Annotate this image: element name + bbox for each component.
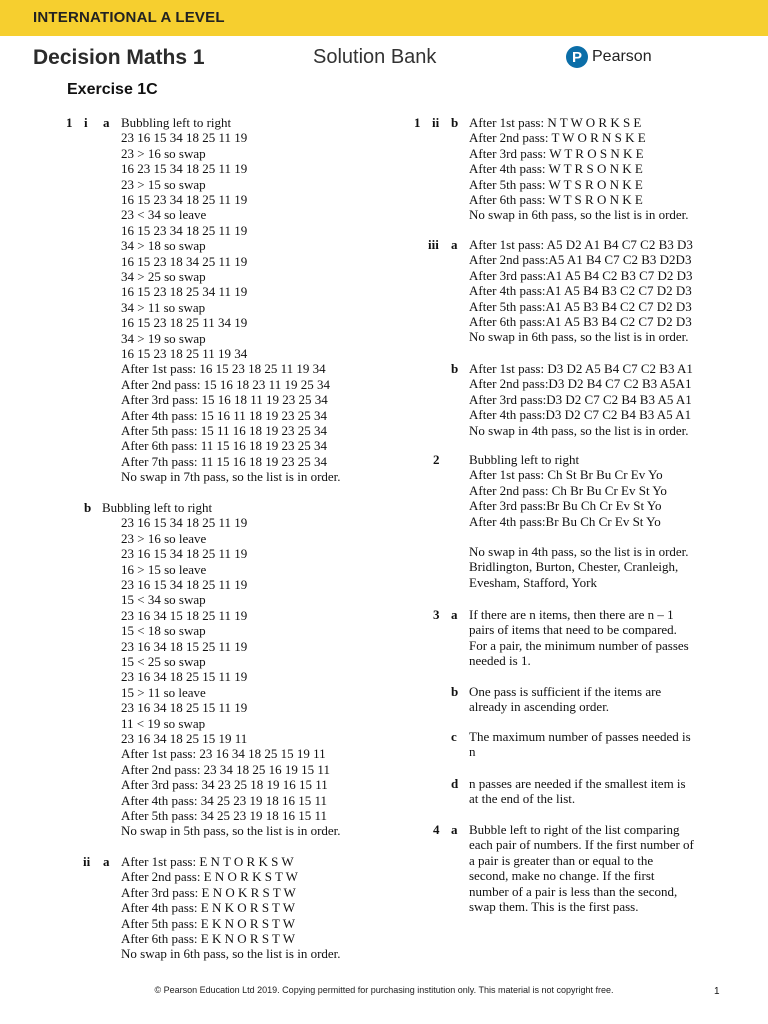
part-letter: b	[451, 115, 459, 130]
answer-line: After 2nd pass: E N O R K S T W	[121, 869, 298, 885]
part-letter: b	[451, 684, 459, 699]
answer-line: 23 16 34 18 15 25 11 19	[121, 638, 248, 654]
answer-line: n	[469, 744, 476, 760]
answer-line: For a pair, the minimum number of passes	[469, 637, 689, 653]
answer-line: After 2nd pass: 23 34 18 25 16 19 15 11	[121, 761, 330, 777]
answer-line: 15 < 18 so swap	[121, 623, 206, 639]
answer-line: After 3rd pass: 34 23 25 18 19 16 15 11	[121, 777, 328, 793]
answer-line: After 3rd pass:A1 A5 B4 C2 B3 C7 D2 D3	[469, 267, 693, 283]
answer-line: 16 > 15 so leave	[121, 561, 207, 577]
answer-line: Bubble left to right of the list comparing	[469, 822, 680, 837]
part-roman: i	[84, 115, 88, 130]
answer-line: 16 15 23 18 25 11 19 34	[121, 346, 248, 361]
answer-line: After 6th pass: W T S R O N K E	[469, 192, 643, 207]
answer-line: After 4th pass: E N K O R S T W	[121, 900, 296, 916]
answer-line: 23 16 15 34 18 25 11 19	[121, 546, 248, 562]
answer-line: 15 < 25 so swap	[121, 654, 206, 669]
answer-line: After 2nd pass: 15 16 18 23 11 19 25 34	[121, 376, 330, 392]
answer-line: If there are n items, then there are n – 1	[469, 607, 674, 622]
answer-line: After 4th pass: W T R S O N K E	[469, 161, 643, 177]
answer-line: After 3rd pass: 15 16 18 11 19 23 25 34	[121, 392, 328, 408]
answer-line: n passes are needed if the smallest item is	[469, 776, 686, 791]
answer-line: 34 > 18 so swap	[121, 238, 206, 254]
answer-line: 34 > 19 so swap	[121, 330, 206, 346]
answer-line: After 3rd pass: E N O K R S T W	[121, 884, 296, 900]
part-roman: ii	[432, 115, 440, 130]
part-letter: a	[103, 854, 110, 869]
answer-line: 11 < 19 so swap	[121, 715, 206, 731]
answer-line: No swap in 6th pass, so the list is in order.	[469, 329, 689, 345]
answer-line: After 3rd pass:Br Bu Ch Cr Ev St Yo	[469, 498, 662, 514]
answer-line: 16 23 15 34 18 25 11 19	[121, 161, 248, 177]
answer-line: 16 15 23 18 34 25 11 19	[121, 253, 248, 269]
copyright-footer: © Pearson Education Ltd 2019. Copying permitted for purchasing institution only. This material is not copyright free.	[154, 985, 614, 995]
pearson-wordmark: Pearson	[592, 48, 652, 65]
answer-line: number of a pair is less than the second,	[469, 883, 678, 899]
answer-line: 23 16 15 34 18 25 11 19	[121, 515, 248, 531]
pearson-logo	[566, 46, 652, 68]
exercise-title: Exercise 1C	[67, 81, 158, 98]
page-subtitle: Solution Bank	[313, 46, 437, 68]
answer-line: 23 16 34 18 25 15 11 19	[121, 669, 248, 685]
qualification-label: INTERNATIONAL A LEVEL	[33, 9, 225, 26]
answer-line: 34 > 11 so swap	[121, 299, 206, 315]
answer-line: Evesham, Stafford, York	[469, 574, 597, 590]
part-letter: b	[451, 361, 459, 376]
answer-line: After 1st pass: D3 D2 A5 B4 C7 C2 B3 A1	[469, 361, 693, 376]
answer-line: at the end of the list.	[469, 791, 576, 807]
answer-line: After 6th pass: 11 15 16 18 19 23 25 34	[121, 438, 328, 454]
answer-line: Bubbling left to right	[102, 500, 213, 515]
page-title: Decision Maths 1	[33, 46, 205, 69]
answer-line: 16 15 23 18 25 34 11 19	[121, 284, 248, 300]
answer-line: 34 > 25 so swap	[121, 269, 206, 284]
part-letter: a	[451, 607, 458, 622]
pearson-logo-icon: P	[566, 46, 588, 68]
answer-line: After 1st pass: A5 D2 A1 B4 C7 C2 B3 D3	[469, 237, 693, 252]
question-number: 1	[66, 115, 73, 130]
part-roman: iii	[428, 237, 439, 252]
part-letter: d	[451, 776, 459, 791]
header-bar	[0, 0, 768, 36]
answer-line: 23 16 34 15 18 25 11 19	[121, 607, 248, 623]
answer-line: 23 > 15 so swap	[121, 176, 206, 192]
question-number: 3	[433, 607, 440, 622]
answer-line: After 2nd pass:A5 A1 B4 C7 C2 B3 D2D3	[469, 252, 692, 268]
part-letter: a	[451, 237, 458, 252]
answer-line: pairs of items that need to be compared.	[469, 622, 677, 638]
question-number: 1	[414, 115, 421, 130]
page-number: 1	[714, 986, 720, 997]
answer-line: 23 > 16 so swap	[121, 145, 206, 161]
answer-line: After 1st pass: 23 16 34 18 25 15 19 11	[121, 746, 326, 762]
answer-line: each pair of numbers. If the first number of	[469, 837, 694, 853]
part-letter: a	[103, 115, 110, 130]
answer-line: After 1st pass: E N T O R K S W	[121, 854, 294, 869]
part-letter: c	[451, 729, 457, 744]
answer-line: After 1st pass: N T W O R K S E	[469, 115, 642, 130]
answer-line: After 4th pass: 15 16 11 18 19 23 25 34	[121, 407, 328, 423]
answer-line: No swap in 4th pass, so the list is in order.	[469, 422, 689, 438]
answer-line: 23 16 15 34 18 25 11 19	[121, 577, 248, 592]
answer-line: 23 16 34 18 25 15 19 11	[121, 731, 248, 746]
answer-line: After 5th pass: 34 25 23 19 18 16 15 11	[121, 808, 328, 823]
answer-line: After 1st pass: Ch St Br Bu Cr Ev Yo	[469, 467, 663, 483]
answer-line: Bubbling left to right	[469, 452, 580, 467]
answer-line: After 5th pass: 15 11 16 18 19 23 25 34	[121, 423, 328, 438]
answer-line: No swap in 4th pass, so the list is in order.	[469, 544, 689, 559]
answer-line: After 7th pass: 11 15 16 18 19 23 25 34	[121, 453, 328, 469]
part-letter: a	[451, 822, 458, 837]
answer-line: Bridlington, Burton, Chester, Cranleigh,	[469, 559, 679, 575]
answer-line: One pass is sufficient if the items are	[469, 684, 662, 699]
part-roman: ii	[83, 854, 91, 869]
answer-line: After 5th pass: E K N O R S T W	[121, 915, 296, 931]
answer-line: No swap in 5th pass, so the list is in order.	[121, 823, 341, 839]
answer-line: 23 16 15 34 18 25 11 19	[121, 130, 248, 146]
answer-line: After 4th pass:A1 A5 B4 B3 C2 C7 D2 D3	[469, 283, 692, 299]
question-number: 2	[433, 452, 440, 467]
answer-line: 23 16 34 18 25 15 11 19	[121, 700, 248, 716]
answer-line: After 5th pass:A1 A5 B3 B4 C2 C7 D2 D3	[469, 298, 692, 314]
answer-line: No swap in 6th pass, so the list is in order.	[121, 946, 341, 962]
answer-line: a pair is greater than or equal to the	[469, 852, 654, 868]
answer-line: After 2nd pass:D3 D2 B4 C7 C2 B3 A5A1	[469, 376, 692, 392]
answer-line: After 2nd pass: Ch Br Bu Cr Ev St Yo	[469, 482, 667, 498]
answer-line: After 6th pass:A1 A5 B3 B4 C2 C7 D2 D3	[469, 314, 692, 329]
answer-line: After 4th pass: 34 25 23 19 18 16 15 11	[121, 792, 328, 808]
answer-line: After 3rd pass:D3 D2 C7 C2 B4 B3 A5 A1	[469, 391, 692, 407]
answer-line: 15 > 11 so leave	[121, 684, 206, 700]
answer-line: Bubbling left to right	[121, 115, 232, 130]
answer-line: No swap in 6th pass, so the list is in order.	[469, 207, 689, 223]
answer-line: No swap in 7th pass, so the list is in order.	[121, 469, 341, 485]
answer-line: swap them. This is the first pass.	[469, 899, 639, 914]
answer-line: 16 15 23 34 18 25 11 19	[121, 192, 248, 207]
answer-line: After 1st pass: 16 15 23 18 25 11 19 34	[121, 361, 326, 377]
answer-line: second, make no change. If the first	[469, 868, 655, 884]
answer-line: After 4th pass:Br Bu Ch Cr Ev St Yo	[469, 513, 661, 529]
answer-line: After 4th pass:D3 D2 C7 C2 B4 B3 A5 A1	[469, 407, 692, 423]
answer-line: 16 15 23 18 25 11 34 19	[121, 315, 248, 331]
answer-line: The maximum number of passes needed is	[469, 729, 691, 744]
answer-line: After 3rd pass: W T R O S N K E	[469, 145, 644, 161]
answer-line: After 6th pass: E K N O R S T W	[121, 931, 296, 946]
part-letter: b	[84, 500, 92, 515]
answer-line: needed is 1.	[469, 653, 531, 669]
answer-line: 23 > 16 so leave	[121, 530, 207, 546]
answer-line: After 2nd pass: T W O R N S K E	[469, 130, 646, 146]
answer-line: After 5th pass: W T S R O N K E	[469, 176, 643, 192]
question-number: 4	[433, 822, 440, 837]
answer-line: 15 < 34 so swap	[121, 592, 206, 608]
answer-line: 23 < 34 so leave	[121, 207, 207, 223]
answer-line: 16 15 23 34 18 25 11 19	[121, 222, 248, 238]
answer-line: already in ascending order.	[469, 699, 610, 715]
